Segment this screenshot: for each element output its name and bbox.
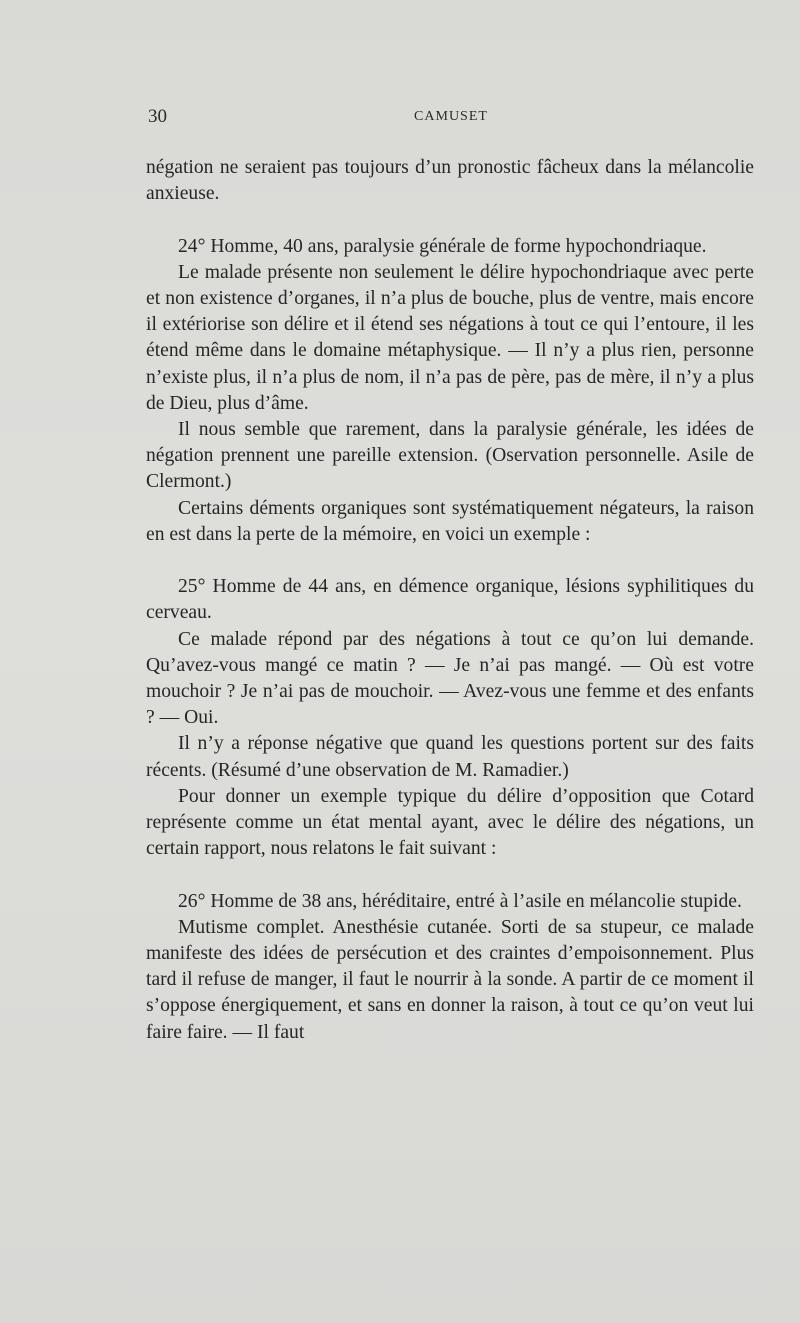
case-26-title: 26° Homme de 38 ans, héréditaire, entré à l’asile en mélancolie stupide. [178, 890, 742, 912]
page-number: 30 [148, 106, 167, 127]
case-24-remark: Il nous semble que rarement, dans la paralysie générale, les idées de négation prennent une pareille extension. (Oservation personnelle. Asile de Clermont.) [146, 419, 754, 493]
case-25-description: Ce malade répond par des négations à tout ce qu’on lui demande. Qu’avez-vous mangé ce matin ? — Je n’ai pas mangé. — Où est votre mouchoir ? Je n’ai pas de mouchoir. — Avez-vous une femme et des enfants ? — Oui. [146, 628, 754, 729]
running-head: CAMUSET [414, 109, 488, 124]
body-text [146, 155, 754, 1046]
case-26-description: Mutisme complet. Anesthésie cutanée. Sorti de sa stupeur, ce malade manifeste des idées de persécution et des craintes d’empoisonnement. Plus tard il refuse de manger, il faut le nourrir à la sonde. A partir de ce moment il s’oppose énergiquement, et sans en donner la raison, à tout ce qu’on veut lui faire faire. — Il faut [146, 916, 754, 1043]
case-24-description: Le malade présente non seulement le délire hypochondriaque avec perte et non existence d’organes, il n’a plus de bouche, plus de ventre, mais encore il extériorise son délire et il étend ses négations à tout ce qui l’entoure, il les étend même dans le domaine métaphysique. — Il n’y a plus rien, personne n’existe plus, il n’a plus de nom, il n’a pas de père, pas de mère, il n’y a plus de Dieu, plus d’âme. [146, 261, 754, 414]
organic-dementia-intro: Certains déments organiques sont systématiquement négateurs, la raison en est dans la perte de la mémoire, en voici un exemple : [146, 497, 754, 545]
paragraph-continuation: négation ne seraient pas toujours d’un pronostic fâcheux dans la mélancolie anxieuse. [146, 157, 754, 205]
case-25-title: 25° Homme de 44 ans, en démence organique, lésions syphilitiques du cerveau. [146, 576, 754, 624]
opposition-delirium-intro: Pour donner un exemple typique du délire d’opposition que Cotard représente comme un état mental ayant, avec le délire des négations, un certain rapport, nous relatons le fait suivant : [146, 785, 754, 860]
page-header [148, 106, 754, 134]
case-24-title: 24° Homme, 40 ans, paralysie générale de forme hypochondriaque. [178, 235, 707, 257]
case-25-remark: Il n’y a réponse négative que quand les questions portent sur des faits récents. (Résumé d’une observation de M. Ramadier.) [146, 733, 754, 781]
